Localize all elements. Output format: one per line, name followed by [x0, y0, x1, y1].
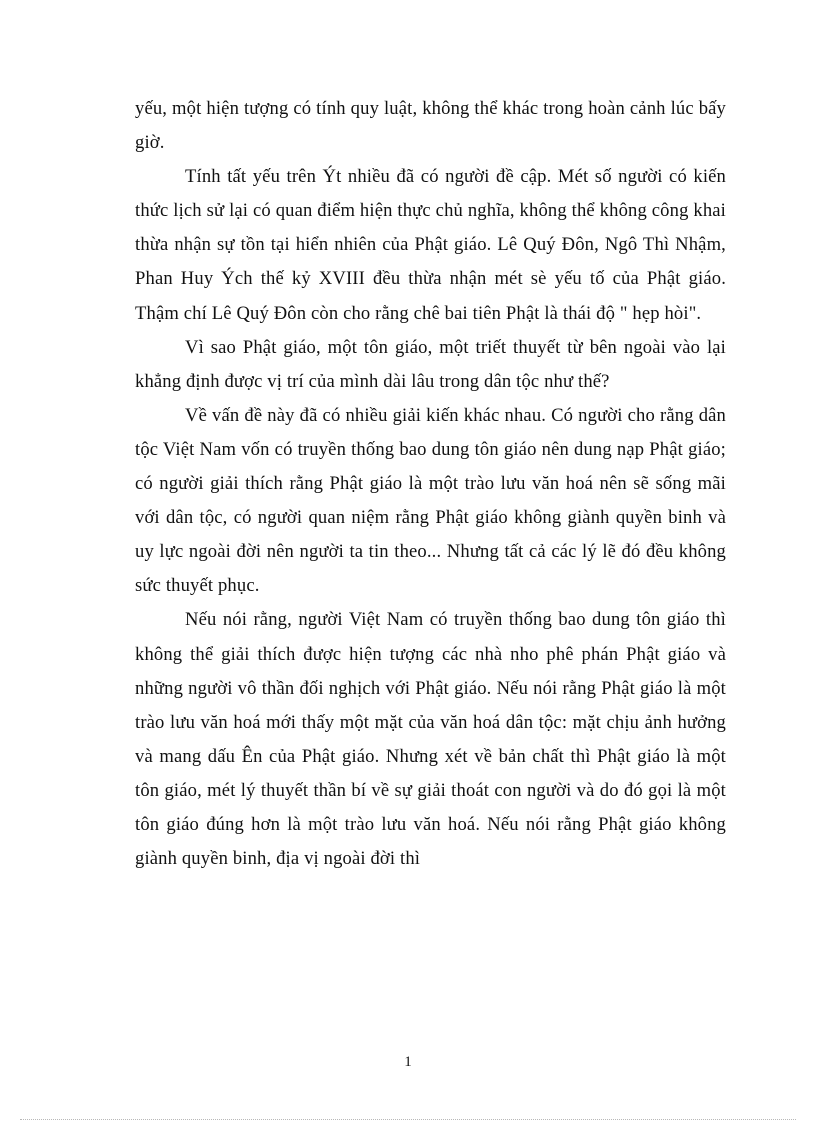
body-text: [135, 92, 726, 876]
paragraph-continuation: yếu, một hiện tượng có tính quy luật, không thể khác trong hoàn cảnh lúc bấy giờ.: [135, 98, 726, 154]
paragraph: Vì sao Phật giáo, một tôn giáo, một triết thuyết từ bên ngoài vào lại khẳng định được vị trí của mình dài lâu trong dân tộc như thế?: [135, 336, 726, 392]
page-number: 1: [404, 1054, 412, 1070]
paragraph: Về vấn đề này đã có nhiều giải kiến khác nhau. Có người cho rằng dân tộc Việt Nam vốn có truyền thống bao dung tôn giáo nên dung nạp Phật giáo; có người giải thích rằng Phật giáo là một trào lưu văn hoá nên sẽ sống mãi với dân tộc, có người quan niệm rằng Phật giáo không giành quyền binh và uy lực ngoài đời nên người ta tin theo... Nhưng tất cả các lý lẽ đó đều không sức thuyết phục.: [135, 404, 726, 597]
paragraph: Tính tất yếu trên Ýt nhiều đã có người đề cập. Mét số người có kiến thức lịch sử lại có quan điểm hiện thực chủ nghĩa, không thể không công khai thừa nhận sự tồn tại hiển nhiên của Phật giáo. Lê Quý Đôn, Ngô Thì Nhậm, Phan Huy Ých thế kỷ XVIII đều thừa nhận mét sè yếu tố của Phật giáo. Thậm chí Lê Quý Đôn còn cho rằng chê bai tiên Phật là thái độ " hẹp hòi".: [135, 166, 726, 324]
paragraph: Nếu nói rằng, người Việt Nam có truyền thống bao dung tôn giáo thì không thể giải thích được hiện tượng các nhà nho phê phán Phật giáo và những người vô thần đối nghịch với Phật giáo. Nếu nói rằng Phật giáo là một trào lưu văn hoá mới thấy một mặt của văn hoá dân tộc: mặt chịu ảnh hưởng và mang dấu Ên của Phật giáo. Nhưng xét về bản chất thì Phật giáo là một tôn giáo, mét lý thuyết thần bí về sự giải thoát con người và do đó gọi là một tôn giáo đúng hơn là một trào lưu văn hoá. Nếu nói rằng Phật giáo không giành quyền binh, địa vị ngoài đời thì: [135, 609, 726, 870]
page-bottom-edge: [20, 1119, 796, 1120]
